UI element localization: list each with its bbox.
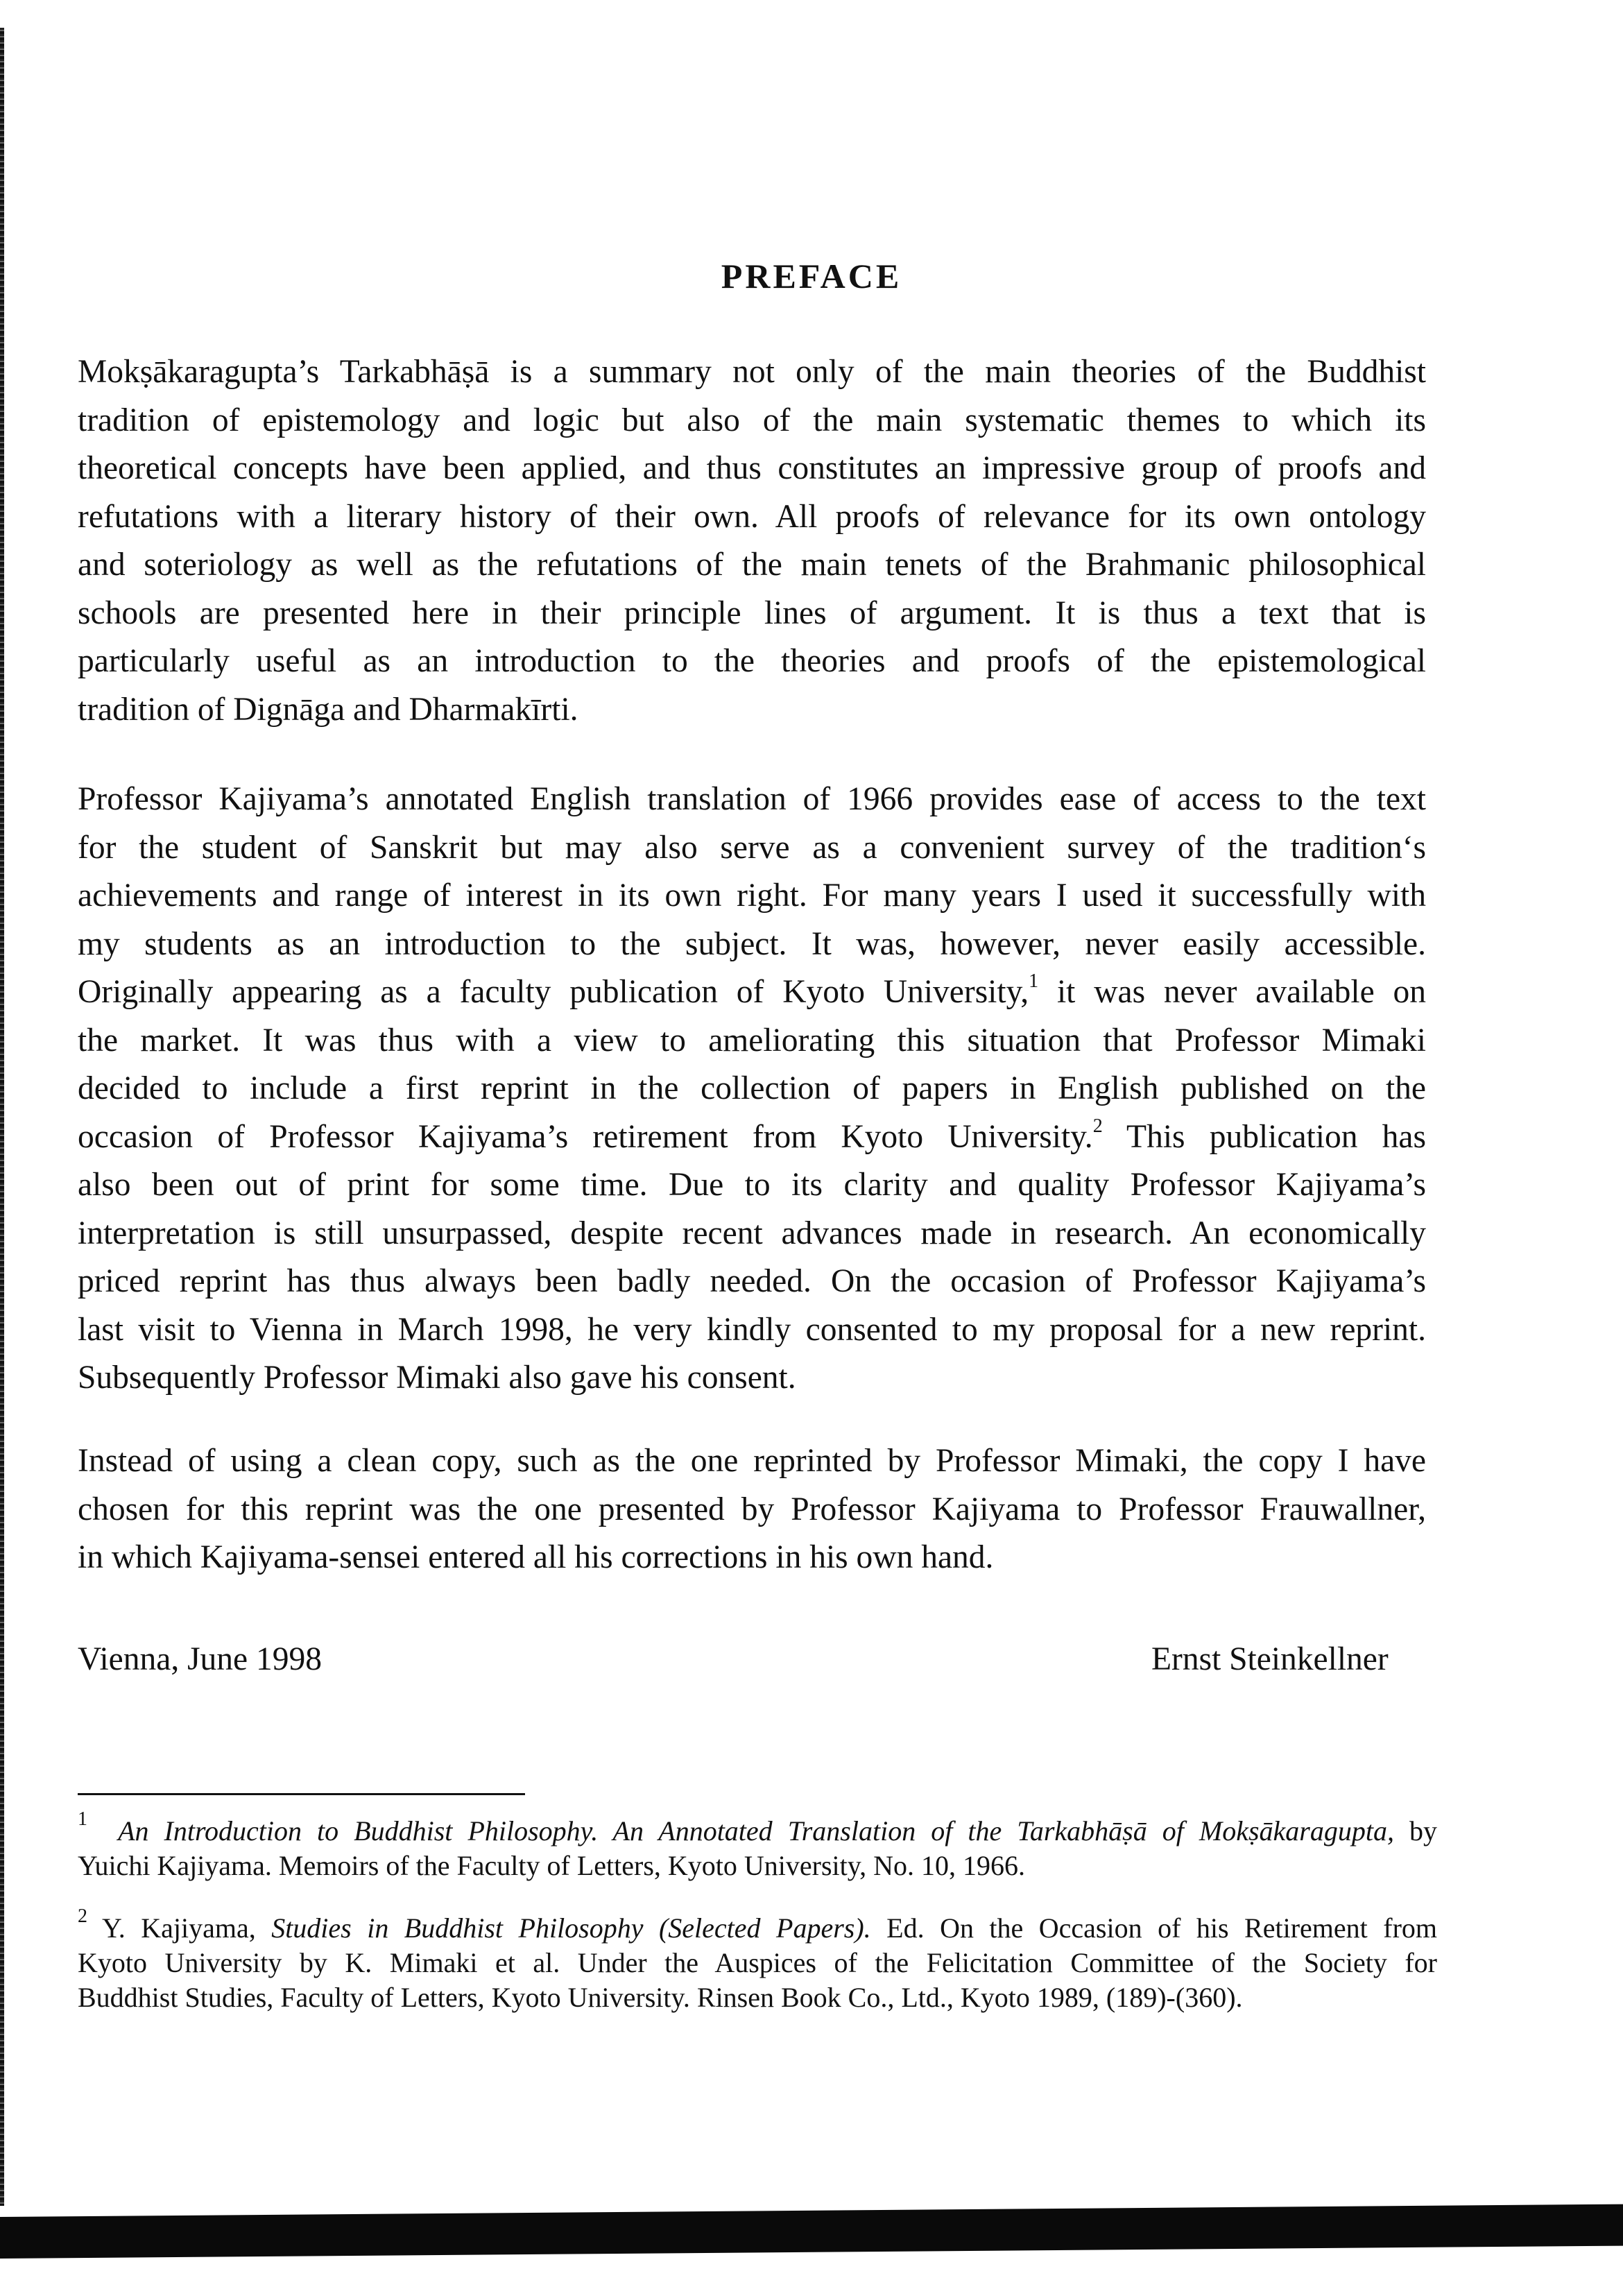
paragraph-line: decided to include a first reprint in the collection of papers in English published on the (78, 1070, 1426, 1106)
paragraph-line: achievements and range of interest in its own right. For many years I used it successfully with (78, 877, 1426, 914)
paragraph-line: Instead of using a clean copy, such as the one reprinted by Professor Mimaki, the copy I have (78, 1443, 1426, 1479)
paragraph-line: tradition of epistemology and logic but also of the main systematic themes to which its (78, 402, 1426, 438)
paragraph-line: Subsequently Professor Mimaki also gave his consent. (78, 1360, 796, 1396)
footnote-number: 1 (78, 1808, 87, 1830)
footnote-1-line-2: Yuichi Kajiyama. Memoirs of the Faculty of Letters, Kyoto University, No. 10, 1966. (78, 1850, 1026, 1881)
paragraph-line: particularly useful as an introduction to the theories and proofs of the epistemological (78, 643, 1426, 679)
paragraph-line: for the student of Sanskrit but may also serve as a convenient survey of the tradition‘s (78, 829, 1426, 866)
paragraph-line: theoretical concepts have been applied, and thus constitutes an impressive group of proofs and (78, 450, 1426, 486)
scan-left-edge (0, 28, 4, 2206)
scan-bottom-band (0, 2204, 1623, 2259)
paragraph-line: Originally appearing as a faculty publication of Kyoto University,$^1$ it was never available on (78, 970, 1427, 1010)
paragraph-line: tradition of Dignāga and Dharmakīrti. (78, 691, 578, 728)
footnote-2-line-1 (78, 1905, 1438, 1946)
paragraph-line: Mokṣākaragupta’s Tarkabhāṣā is a summary not only of the main theories of the Buddhist (78, 354, 1426, 390)
footnote-2-line-2: Kyoto University by K. Mimaki et al. Under the Auspices of the Felicitation Committee of the Society for (78, 1947, 1437, 1978)
paragraph-line: schools are presented here in their principle lines of argument. It is thus a text that is (78, 594, 1426, 631)
paragraph-line: in which Kajiyama-sensei entered all his corrections in his own hand. (78, 1539, 994, 1575)
paragraph-1 (78, 348, 1426, 734)
paragraph-line: and soteriology as well as the refutations of the main tenets of the Brahmanic philosophical (78, 547, 1426, 583)
paragraph-2 (78, 776, 1426, 1403)
footnote-1 (78, 1808, 1438, 1883)
footnote-2-text: Ed. On the Occasion of his Retirement from (870, 1912, 1438, 1944)
footnote-2 (78, 1905, 1438, 2015)
signature-place-date: Vienna, June 1998 (78, 1641, 323, 1677)
paragraph-line: also been out of print for some time. Due to its clarity and quality Professor Kajiyama’s (78, 1167, 1426, 1203)
footnote-1-line-1 (78, 1808, 1438, 1849)
footnote-2-line-3: Buddhist Studies, Faculty of Letters, Kyoto University. Rinsen Book Co., Ltd., Kyoto 1989, (189)-(360). (78, 1982, 1243, 2013)
paragraph-line: occasion of Professor Kajiyama’s retirement from Kyoto University.$^2$ This publication has (78, 1115, 1426, 1155)
paragraph-line: the market. It was thus with a view to ameliorating this situation that Professor Mimaki (78, 1022, 1426, 1059)
footnote-reference[interactable]: 1 (1029, 970, 1039, 992)
paragraph-line: priced reprint has thus always been badly needed. On the occasion of Professor Kajiyama’s (78, 1263, 1426, 1299)
footnote-2-author: Y. Kajiyama, (87, 1912, 272, 1944)
paragraph-line: interpretation is still unsurpassed, despite recent advances made in research. An economically (78, 1215, 1426, 1251)
page-title: PREFACE (721, 256, 902, 295)
paragraph-line: chosen for this reprint was the one presented by Professor Kajiyama to Professor Frauwallner, (78, 1491, 1426, 1527)
footnote-number: 2 (78, 1905, 87, 1927)
footnote-1-text: by (1393, 1815, 1438, 1847)
footnote-separator (78, 1793, 525, 1795)
footnote-2-title: Studies in Buddhist Philosophy (Selected Papers). (271, 1912, 871, 1944)
paragraph-line: refutations with a literary history of their own. All proofs of relevance for its own ontology (78, 498, 1426, 535)
paragraph-3 (78, 1437, 1426, 1582)
signature-author: Ernst Steinkellner (1151, 1641, 1389, 1677)
paragraph-line: my students as an introduction to the subject. It was, however, never easily accessible. (78, 925, 1426, 962)
paragraph-line: Professor Kajiyama’s annotated English translation of 1966 provides ease of access to the text (78, 781, 1426, 817)
footnote-reference[interactable]: 2 (1092, 1115, 1103, 1137)
paragraph-line: last visit to Vienna in March 1998, he very kindly consented to my proposal for a new reprint. (78, 1311, 1426, 1348)
footnote-1-title: An Introduction to Buddhist Philosophy. An Annotated Translation of the Tarkabhāṣā of Mokṣākaragupta, (118, 1815, 1394, 1847)
